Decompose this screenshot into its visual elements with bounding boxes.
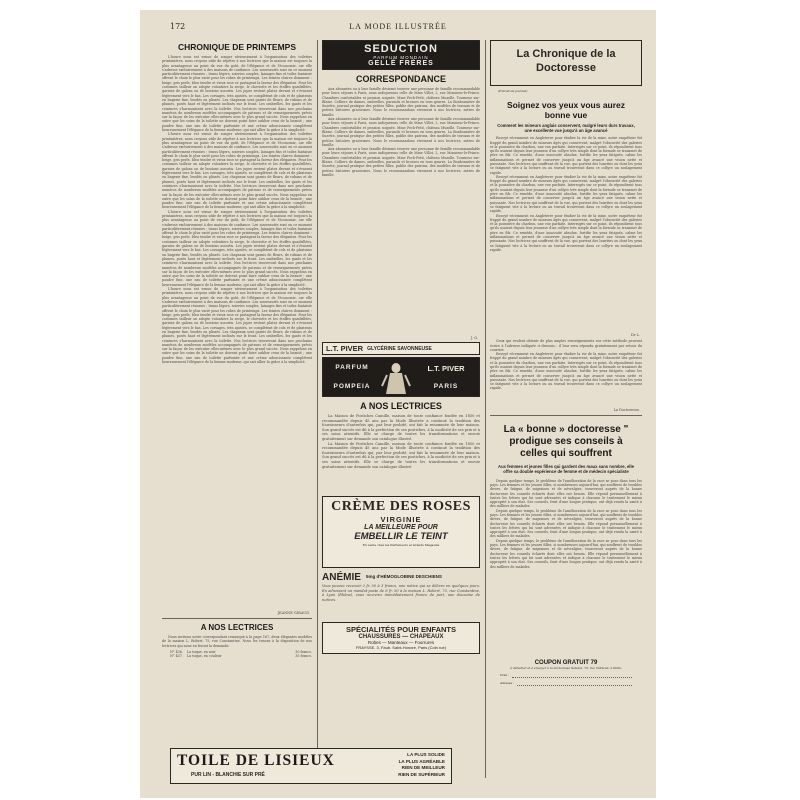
coupon-adresse-field[interactable]	[517, 682, 632, 686]
ad-piver-panel-left: PARFUM POMPEIA	[333, 364, 371, 390]
correspondance-body-wrap	[322, 87, 480, 335]
column-left	[162, 40, 312, 658]
ad-anemie	[322, 572, 480, 583]
ad-anemie-sub: 5mg d'HÉMOGLOBINE DESCHIENS	[366, 574, 442, 579]
lectrices2-title: A NOS LECTRICES	[360, 401, 442, 411]
ad-specialites-line: Robes — Manteaux — Fourrures	[367, 640, 435, 645]
ad-seduction-maker: GELLÉ FRÈRES	[368, 60, 434, 67]
page-header	[140, 22, 656, 34]
ad-piver-panel	[322, 357, 480, 397]
ad-specialites-enfants	[322, 622, 480, 654]
coupon-title: COUPON GRATUIT 79	[534, 659, 598, 666]
chronique-signature: JEANNE GIRAUD.	[277, 611, 310, 615]
ad-piver-figure	[381, 361, 411, 395]
doctoresse-box-sub: (Extrait du journal)	[498, 89, 528, 93]
chronique-body-wrap	[162, 55, 312, 610]
chronique-body: L'heure nous est venue de songer sérieusement à l'organisation des toilettes printanières, nous croyons utile de répéter à nos lectrices que la maison est toujours la plus avantageuse au point de vue du goût, de l'élégance et de l'économie, car elle s'adresse exclusivement à des maisons de confiance. Les nouveautés sont en ce moment particulièrement réussies ; tissus légers, soieries souples, lainages fins et toiles fantaisie offrent le choix le plus varié pour les robes de printemps. Les teintes claires dominent : beige, gris perle, bleu tendre et vieux rose se partagent la faveur des élégantes. Pour les costumes tailleur on adopte volontiers la serge, le cheviotte et les étoffes quadrillées, garnies de galons ou de boutons assortis. Les jupes restent plates devant et s'évasent légèrement vers le bas. Les corsages, très ajustés, se complètent de cols et de plastrons en lingerie fine, brodés ou plissés. Les chapeaux sont garnis de fleurs, de rubans et de plumes, posés haut et légèrement inclinés sur le front. Les ombrelles, les gants et les ceintures s'harmonisent avec la toilette. Nos lectrices trouveront dans nos prochains numéros de nombreux modèles accompagnés de patrons et de renseignements précis sur la façon de les exécuter elles-mêmes avec le plus grand succès. Nous rappelons en outre que les soins de la toilette ne doivent point faire oublier ceux de la beauté ; une poudre fine, une eau de toilette parfumée et une crème adoucissante complètent heureusement l'élégance de la femme moderne, qui sait allier la grâce à la simplicité.	[162, 209, 312, 287]
lectrices2-body: La Maison de Postiches Camille, maison de toute confiance fondée en 1850 et recommandée depuis 45 ans par la Mode Illustrée à continué la tradition des fournisseurs d'autrefois qui, par leur probité, ont fait la renommée de leur maison. Son grand succès est dû à la perfection de ses postiches, à la modicité de ses prix et à ses soins attentifs. Elle se charge de toutes les transformations et envoie gratuitement sur demande son catalogue illustré.	[322, 414, 480, 441]
ad-specialites-title: SPÉCIALITÉS POUR ENFANTS	[345, 625, 456, 634]
bonne-doctoresse-headline: La « bonne » doctoresse " prodigue ses conseils à celles qui souffrent	[503, 424, 629, 460]
ad-creme-foot: En vente chez les Parfumeurs et Grands Magasins	[362, 543, 440, 547]
ad-piver-panel-right: L.T. PIVER PARIS	[427, 364, 465, 390]
correspondance-signature: J. G.	[470, 336, 478, 340]
coupon-nom-field[interactable]	[512, 674, 632, 678]
ad-toile-de-lisieux	[170, 748, 452, 784]
doctoresse-body: Envoyé récemment en Angleterre pour étudier la vie de la mine, notre enquêteur fut frappé du grand nombre de mineurs âgés qui conservent, malgré l'obscurité des galeries et la poussière du charbon, une vue parfaite. Interrogés sur ce point, ils répondirent tous qu'ils usaient depuis leur jeunesse d'un collyre très simple dont la formule se transmet de père en fils. Ce remède, d'une innocuité absolue, fortifie les yeux fatigués, calme les inflammations et permet de conserver jusqu'à un âge avancé une vision nette et puissante. Nos lectrices qui souffrent de la vue, qui portent des lunettes ou dont les yeux se fatiguent vite à la lecture ou au travail trouveront dans ce collyre un soulagement rapide.	[490, 174, 642, 214]
bonne-doctoresse-lead: Aux femmes et jeunes filles qui gardent des maux sans nombre, elle offre sa double expérience de femme et de médecin spécialiste	[498, 464, 634, 475]
doctoresse-signature2: La Doctoresse.	[613, 408, 640, 413]
column-right	[490, 40, 642, 686]
bonne-doctoresse-body: Depuis quelque temps, le problème de l'amélioration de la race se pose dans tous les pays. Les femmes et les jeunes filles, si nombreuses aujourd'hui, qui souffrent de troubles divers, de fatigue, de migraines et de névralgies, trouveront auprès de la bonne doctoresse les conseils éclairés dont elles ont besoin. Elle répond personnellement à toutes les lettres qui lui sont adressées et indique à chacune le traitement le mieux approprié à son état. Ses conseils, fruit d'une longue pratique, ont déjà rendu la santé à des milliers de malades.	[490, 478, 642, 509]
ad-creme-brand: VIRGINIE	[380, 515, 422, 524]
doctoresse-body: Envoyé récemment en Angleterre pour étudier la vie de la mine, notre enquêteur fut frappé du grand nombre de mineurs âgés qui conservent, malgré l'obscurité des galeries et la poussière du charbon, une vue parfaite. Interrogés sur ce point, ils répondirent tous qu'ils usaient depuis leur jeunesse d'un collyre très simple dont la formule se transmet de père en fils. Ce remède, d'une innocuité absolue, fortifie les yeux fatigués, calme les inflammations et permet de conserver jusqu'à un âge avancé une vision nette et puissante. Nos lectrices qui souffrent de la vue, qui portent des lunettes ou dont les yeux se fatiguent vite à la lecture ou au travail trouveront dans ce collyre un soulagement rapide.	[490, 213, 642, 252]
lectrices2-body: La Maison de Postiches Camille, maison de toute confiance fondée en 1850 et recommandée depuis 45 ans par la Mode Illustrée à continué la tradition des fournisseurs d'autrefois qui, par leur probité, ont fait la renommée de leur maison. Son grand succès est dû à la perfection de ses postiches, à la modicité de ses prix et à ses soins attentifs. Elle se charge de toutes les transformations et envoie gratuitement sur demande son catalogue illustré.	[322, 441, 480, 469]
chronique-body: L'heure nous est venue de songer sérieusement à l'organisation des toilettes printanières, nous croyons utile de répéter à nos lectrices que la maison est toujours la plus avantageuse au point de vue du goût, de l'élégance et de l'économie, car elle s'adresse exclusivement à des maisons de confiance. Les nouveautés sont en ce moment particulièrement réussies ; tissus légers, soieries souples, lainages fins et toiles fantaisie offrent le choix le plus varié pour les robes de printemps. Les teintes claires dominent : beige, gris perle, bleu tendre et vieux rose se partagent la faveur des élégantes. Pour les costumes tailleur on adopte volontiers la serge, le cheviotte et les étoffes quadrillées, garnies de galons ou de boutons assortis. Les jupes restent plates devant et s'évasent légèrement vers le bas. Les corsages, très ajustés, se complètent de cols et de plastrons en lingerie fine, brodés ou plissés. Les chapeaux sont garnis de fleurs, de rubans et de plumes, posés haut et légèrement inclinés sur le front. Les ombrelles, les gants et les ceintures s'harmonisent avec la toilette. Nos lectrices trouveront dans nos prochains numéros de nombreux modèles accompagnés de patrons et de renseignements précis sur la façon de les exécuter elles-mêmes avec le plus grand succès. Nous rappelons en outre que les soins de la toilette ne doivent point faire oublier ceux de la beauté ; une poudre fine, une eau de toilette parfumée et une crème adoucissante complètent heureusement l'élégance de la femme moderne, qui sait allier la grâce à la simplicité.	[162, 55, 312, 133]
page-number: 172	[170, 22, 186, 31]
correspondance-title: CORRESPONDANCE	[355, 74, 446, 84]
ad-creme-title: CRÈME DES ROSES	[331, 499, 471, 514]
ad-toile-tagline: PUR LIN - BLANCHIE SUR PRÉ	[191, 772, 265, 778]
lectrices-title: A NOS LECTRICES	[200, 623, 274, 632]
coupon-nom-row	[500, 674, 642, 678]
ad-toile-brand: TOILE DE LISIEUX	[177, 752, 335, 769]
correspondance-body: Aux abonnées ou à leur famille désirant trouver une personne de famille recommandable pour leurs séjours à Paris, nous indiquerons celle de Mme Villot, 2, rue Monsieur-le-Prince. Chambres confortables et pension soignée. Mme Pech-Petit, château Muzelle. Tourneur sur-Blaise. Colliers de dames, ombrelles, parasols et brosses en tous genres. La Bonbonnière de Suzette, journal pratique des petites filles, publie des patrons, des modèles de travaux et de petites histoires gracieuses. Nous le recommandons vivement à nos lectrices, mères de famille.	[322, 117, 480, 147]
lectrices2-body-wrap	[322, 414, 480, 492]
doctoresse-body2: Ceux qui veulent obtenir de plus amples renseignements sur cette méthode peuvent écrire à l'adresse indiquée ci-dessous : il leur sera répondu gratuitement par retour du courrier.	[490, 339, 642, 352]
ad-specialites-addr: FRAYSSE, 3, Faub. Saint-Honoré, Paris (Coin rue)	[355, 645, 447, 650]
magazine-page	[140, 10, 656, 798]
lectrices-body: Nous invitons notre correspondant remarqué à la page 167, deux élégantes modèles de la maison L. Robert, 75, rue Constantine. Nous les tenons à la disposition de nos lectrices qui nous en feront la demande.	[162, 635, 312, 648]
ad-toile-claims: LA PLUS SOLIDE LA PLUS AGRÉABLE RIEN DE MEILLEUR RIEN DE SUPÉRIEUR	[398, 752, 445, 777]
ad-creme-line3: LA MEILLEURE POUR	[364, 524, 438, 531]
price-list	[170, 650, 312, 659]
doctoresse-body2: Envoyé récemment en Angleterre pour étudier la vie de la mine, notre enquêteur fut frappé du grand nombre de mineurs âgés qui conservent, malgré l'obscurité des galeries et la poussière du charbon, une vue parfaite. Interrogés sur ce point, ils répondirent tous qu'ils usaient depuis leur jeunesse d'un collyre très simple dont la formule se transmet de père en fils. Ce remède, d'une innocuité absolue, fortifie les yeux fatigués, calme les inflammations et permet de conserver jusqu'à un âge avancé une vision nette et puissante. Nos lectrices qui souffrent de la vue, qui portent des lunettes ou dont les yeux se fatiguent vite à la lecture ou au travail trouveront dans ce collyre un soulagement rapide.	[490, 352, 642, 391]
bonne-doctoresse-body: Depuis quelque temps, le problème de l'amélioration de la race se pose dans tous les pays. Les femmes et les jeunes filles, si nombreuses aujourd'hui, qui souffrent de troubles divers, de fatigue, de migraines et de névralgies, trouveront auprès de la bonne doctoresse les conseils éclairés dont elles ont besoin. Elle répond personnellement à toutes les lettres qui lui sont adressées et indique à chacune le traitement le mieux approprié à son état. Ses conseils, fruit d'une longue pratique, ont déjà rendu la santé à des milliers de malades.	[490, 538, 642, 569]
column-divider	[485, 40, 486, 778]
bonne-doctoresse-body: Depuis quelque temps, le problème de l'amélioration de la race se pose dans tous les pays. Les femmes et les jeunes filles, si nombreuses aujourd'hui, qui souffrent de troubles divers, de fatigue, de migraines et de névralgies, trouveront auprès de la bonne doctoresse les conseils éclairés dont elles ont besoin. Elle répond personnellement à toutes les lettres qui lui sont adressées et indique à chacune le traitement le mieux approprié à son état. Ses conseils, fruit d'une longue pratique, ont déjà rendu la santé à des milliers de malades.	[490, 508, 642, 539]
ad-creme-line4: EMBELLIR LE TEINT	[354, 531, 448, 542]
ad-piver-strip	[322, 342, 480, 355]
column-middle	[322, 40, 480, 654]
ad-piver-strip-brand: L.T. PIVER	[326, 344, 364, 353]
doctoresse-signature: Dr L.	[630, 333, 640, 338]
doctoresse-box-title: La Chronique de la Doctoresse	[516, 48, 616, 74]
doctoresse-lead: Comment les mineurs anglais conservent, malgré leurs durs travaux, une excellente vue jusqu'à un âge avancé	[497, 122, 635, 133]
ad-seduction-sub: PARFUM MONDAIN	[373, 55, 429, 60]
price-row: N° 437. La toque, en couleur 35 francs.	[170, 654, 312, 659]
ad-creme-des-roses	[322, 496, 480, 568]
bonne-doctoresse-body-wrap	[490, 479, 642, 657]
ad-specialites-sub: CHAUSSURES — CHAPEAUX	[358, 634, 444, 640]
chronique-body: L'heure nous est venue de songer sérieusement à l'organisation des toilettes printanières, nous croyons utile de répéter à nos lectrices que la maison est toujours la plus avantageuse au point de vue du goût, de l'élégance et de l'économie, car elle s'adresse exclusivement à des maisons de confiance. Les nouveautés sont en ce moment particulièrement réussies ; tissus légers, soieries souples, lainages fins et toiles fantaisie offrent le choix le plus varié pour les robes de printemps. Les teintes claires dominent : beige, gris perle, bleu tendre et vieux rose se partagent la faveur des élégantes. Pour les costumes tailleur on adopte volontiers la serge, le cheviotte et les étoffes quadrillées, garnies de galons ou de boutons assortis. Les jupes restent plates devant et s'évasent légèrement vers le bas. Les corsages, très ajustés, se complètent de cols et de plastrons en lingerie fine, brodés ou plissés. Les chapeaux sont garnis de fleurs, de rubans et de plumes, posés haut et légèrement inclinés sur le front. Les ombrelles, les gants et les ceintures s'harmonisent avec la toilette. Nos lectrices trouveront dans nos prochains numéros de nombreux modèles accompagnés de patrons et de renseignements précis sur la façon de les exécuter elles-mêmes avec le plus grand succès. Nous rappelons en outre que les soins de la toilette ne doivent point faire oublier ceux de la beauté ; une poudre fine, une eau de toilette parfumée et une crème adoucissante complètent heureusement l'élégance de la femme moderne, qui sait allier la grâce à la simplicité.	[162, 132, 312, 210]
correspondance-body: Aux abonnées ou à leur famille désirant trouver une personne de famille recommandable pour leurs séjours à Paris, nous indiquerons celle de Mme Villot, 2, rue Monsieur-le-Prince. Chambres confortables et pension soignée. Mme Pech-Petit, château Muzelle. Tourneur sur-Blaise. Colliers de dames, ombrelles, parasols et brosses en tous genres. La Bonbonnière de Suzette, journal pratique des petites filles, publie des patrons, des modèles de travaux et de petites histoires gracieuses. Nous le recommandons vivement à nos lectrices, mères de famille.	[322, 147, 480, 177]
ad-anemie-body: Vous pouvez recevoir 2 fr. 50 à 3 francs, une notice qui se délivre en quelques jours. En adressant un mandat-poste de 6 fr. 50 à la maison L. Robert, 75, rue Constantine, à Lyon (Rhône), vous recevrez immédiatement franco de port, une douzaine de notices.	[322, 584, 480, 602]
doctoresse-box	[490, 40, 642, 86]
doctoresse-body: Envoyé récemment en Angleterre pour étudier la vie de la mine, notre enquêteur fut frappé du grand nombre de mineurs âgés qui conservent, malgré l'obscurité des galeries et la poussière du charbon, une vue parfaite. Interrogés sur ce point, ils répondirent tous qu'ils usaient depuis leur jeunesse d'un collyre très simple dont la formule se transmet de père en fils. Ce remède, d'une innocuité absolue, fortifie les yeux fatigués, calme les inflammations et permet de conserver jusqu'à un âge avancé une vision nette et puissante. Nos lectrices qui souffrent de la vue, qui portent des lunettes ou dont les yeux se fatiguent vite à la lecture ou au travail trouveront dans ce collyre un soulagement rapide.	[490, 136, 642, 175]
doctoresse-body2-wrap	[490, 339, 642, 407]
coupon-adresse-label: Adresse :	[500, 681, 515, 686]
masthead: LA MODE ILLUSTRÉE	[349, 22, 447, 31]
chronique-body: L'heure nous est venue de songer sérieusement à l'organisation des toilettes printanières, nous croyons utile de répéter à nos lectrices que la maison est toujours la plus avantageuse au point de vue du goût, de l'élégance et de l'économie, car elle s'adresse exclusivement à des maisons de confiance. Les nouveautés sont en ce moment particulièrement réussies ; tissus légers, soieries souples, lainages fins et toiles fantaisie offrent le choix le plus varié pour les robes de printemps. Les teintes claires dominent : beige, gris perle, bleu tendre et vieux rose se partagent la faveur des élégantes. Pour les costumes tailleur on adopte volontiers la serge, le cheviotte et les étoffes quadrillées, garnies de galons ou de boutons assortis. Les jupes restent plates devant et s'évasent légèrement vers le bas. Les corsages, très ajustés, se complètent de cols et de plastrons en lingerie fine, brodés ou plissés. Les chapeaux sont garnis de fleurs, de rubans et de plumes, posés haut et légèrement inclinés sur le front. Les ombrelles, les gants et les ceintures s'harmonisent avec la toilette. Nos lectrices trouveront dans nos prochains numéros de nombreux modèles accompagnés de patrons et de renseignements précis sur la façon de les exécuter elles-mêmes avec le plus grand succès. Nous rappelons en outre que les soins de la toilette ne doivent point faire oublier ceux de la beauté ; une poudre fine, une eau de toilette parfumée et une crème adoucissante complètent heureusement l'élégance de la femme moderne, qui sait allier la grâce à la simplicité.	[162, 287, 312, 365]
ad-anemie-body-wrap	[322, 584, 480, 617]
column-divider	[317, 40, 318, 778]
ad-seduction-brand: SEDUCTION	[364, 43, 438, 55]
doctoresse-body-wrap	[490, 136, 642, 332]
ad-seduction	[322, 40, 480, 70]
correspondance-body: Aux abonnées ou à leur famille désirant trouver une personne de famille recommandable pour leurs séjours à Paris, nous indiquerons celle de Mme Villot, 2, rue Monsieur-le-Prince. Chambres confortables et pension soignée. Mme Pech-Petit, château Muzelle. Tourneur sur-Blaise. Colliers de dames, ombrelles, parasols et brosses en tous genres. La Bonbonnière de Suzette, journal pratique des petites filles, publie des patrons, des modèles de travaux et de petites histoires gracieuses. Nous le recommandons vivement à nos lectrices, mères de famille.	[322, 87, 480, 117]
coupon-nom-label: Nom :	[500, 673, 510, 678]
coupon-adresse-row	[500, 682, 642, 686]
chronique-title: CHRONIQUE DE PRINTEMPS	[177, 42, 297, 52]
doctoresse-headline: Soignez vos yeux vous aurez bonne vue	[506, 99, 626, 120]
price-row: N° 436. La toque, en noir 30 francs.	[170, 649, 312, 654]
coupon-text: à détacher et à envoyer à la doctoresse Salelon, 75, rue Taitbout, à Paris.	[510, 665, 622, 670]
ad-anemie-title: ANÉMIE	[322, 572, 361, 583]
ad-piver-strip-text: GLYCÉRINE SAVONNEUSE	[367, 345, 432, 352]
